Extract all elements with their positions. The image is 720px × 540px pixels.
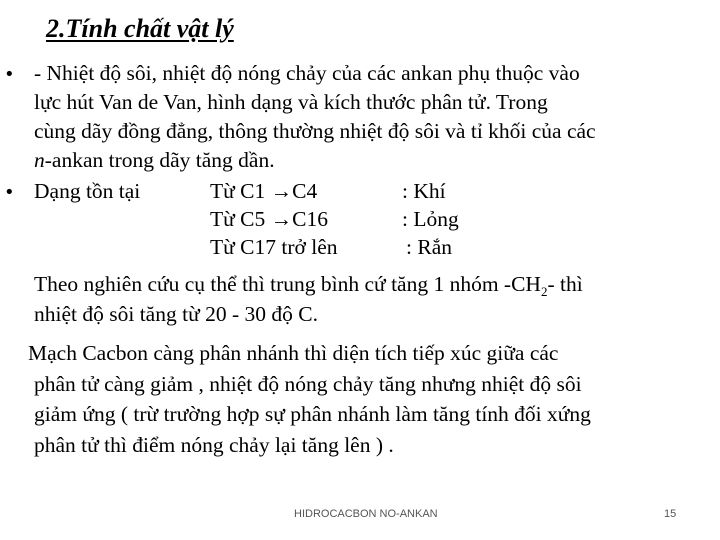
italic-n: n	[34, 148, 45, 172]
bullet-marker: •	[4, 182, 15, 203]
bullet-marker: •	[4, 64, 15, 85]
item1-line4	[34, 146, 275, 175]
state-row-state: : Rắn	[406, 235, 452, 259]
state-row-state: : Khí	[402, 179, 446, 203]
item2-label: Dạng tồn tại	[34, 179, 141, 203]
slide-title: 2.Tính chất vật lý	[46, 14, 234, 43]
item1-line1: - Nhiệt độ sôi, nhiệt độ nóng chảy của các ankan phụ thuộc vào	[34, 61, 580, 85]
para1-line1-b: - thì	[547, 272, 583, 296]
state-row-range: Từ C17 trở lên	[210, 235, 338, 259]
para2-line2: phân tử càng giảm , nhiệt độ nóng chảy tăng nhưng nhiệt độ sôi	[34, 372, 582, 396]
subscript-2: 2	[540, 284, 548, 299]
page-number: 15	[664, 508, 677, 520]
item1-line3: cùng dãy đồng đẳng, thông thường nhiệt độ sôi và tỉ khối của các	[34, 119, 596, 143]
state-row-range: Từ C1 →C4	[210, 179, 318, 203]
para2-line4: phân tử thì điểm nóng chảy lại tăng lên ) .	[34, 433, 394, 457]
para1-line2: nhiệt độ sôi tăng từ 20 - 30 độ C.	[34, 302, 318, 326]
para1-line1-a: Theo nghiên cứu cụ thể thì trung bình cứ tăng 1 nhóm -CH	[34, 272, 541, 296]
state-row-state: : Lỏng	[402, 207, 459, 231]
footer-title: HIDROCACBON NO-ANKAN	[294, 508, 438, 520]
item1-line4-rest: -ankan trong dãy tăng dần.	[44, 148, 275, 172]
item1-line2: lực hút Van de Van, hình dạng và kích thước phân tử. Trong	[34, 90, 548, 114]
para2-line3: giảm ứng ( trừ trường hợp sự phân nhánh làm tăng tính đối xứng	[34, 402, 591, 426]
para2-line1: Mạch Cacbon càng phân nhánh thì diện tích tiếp xúc giữa các	[28, 341, 559, 365]
state-row-range: Từ C5 →C16	[210, 207, 328, 231]
